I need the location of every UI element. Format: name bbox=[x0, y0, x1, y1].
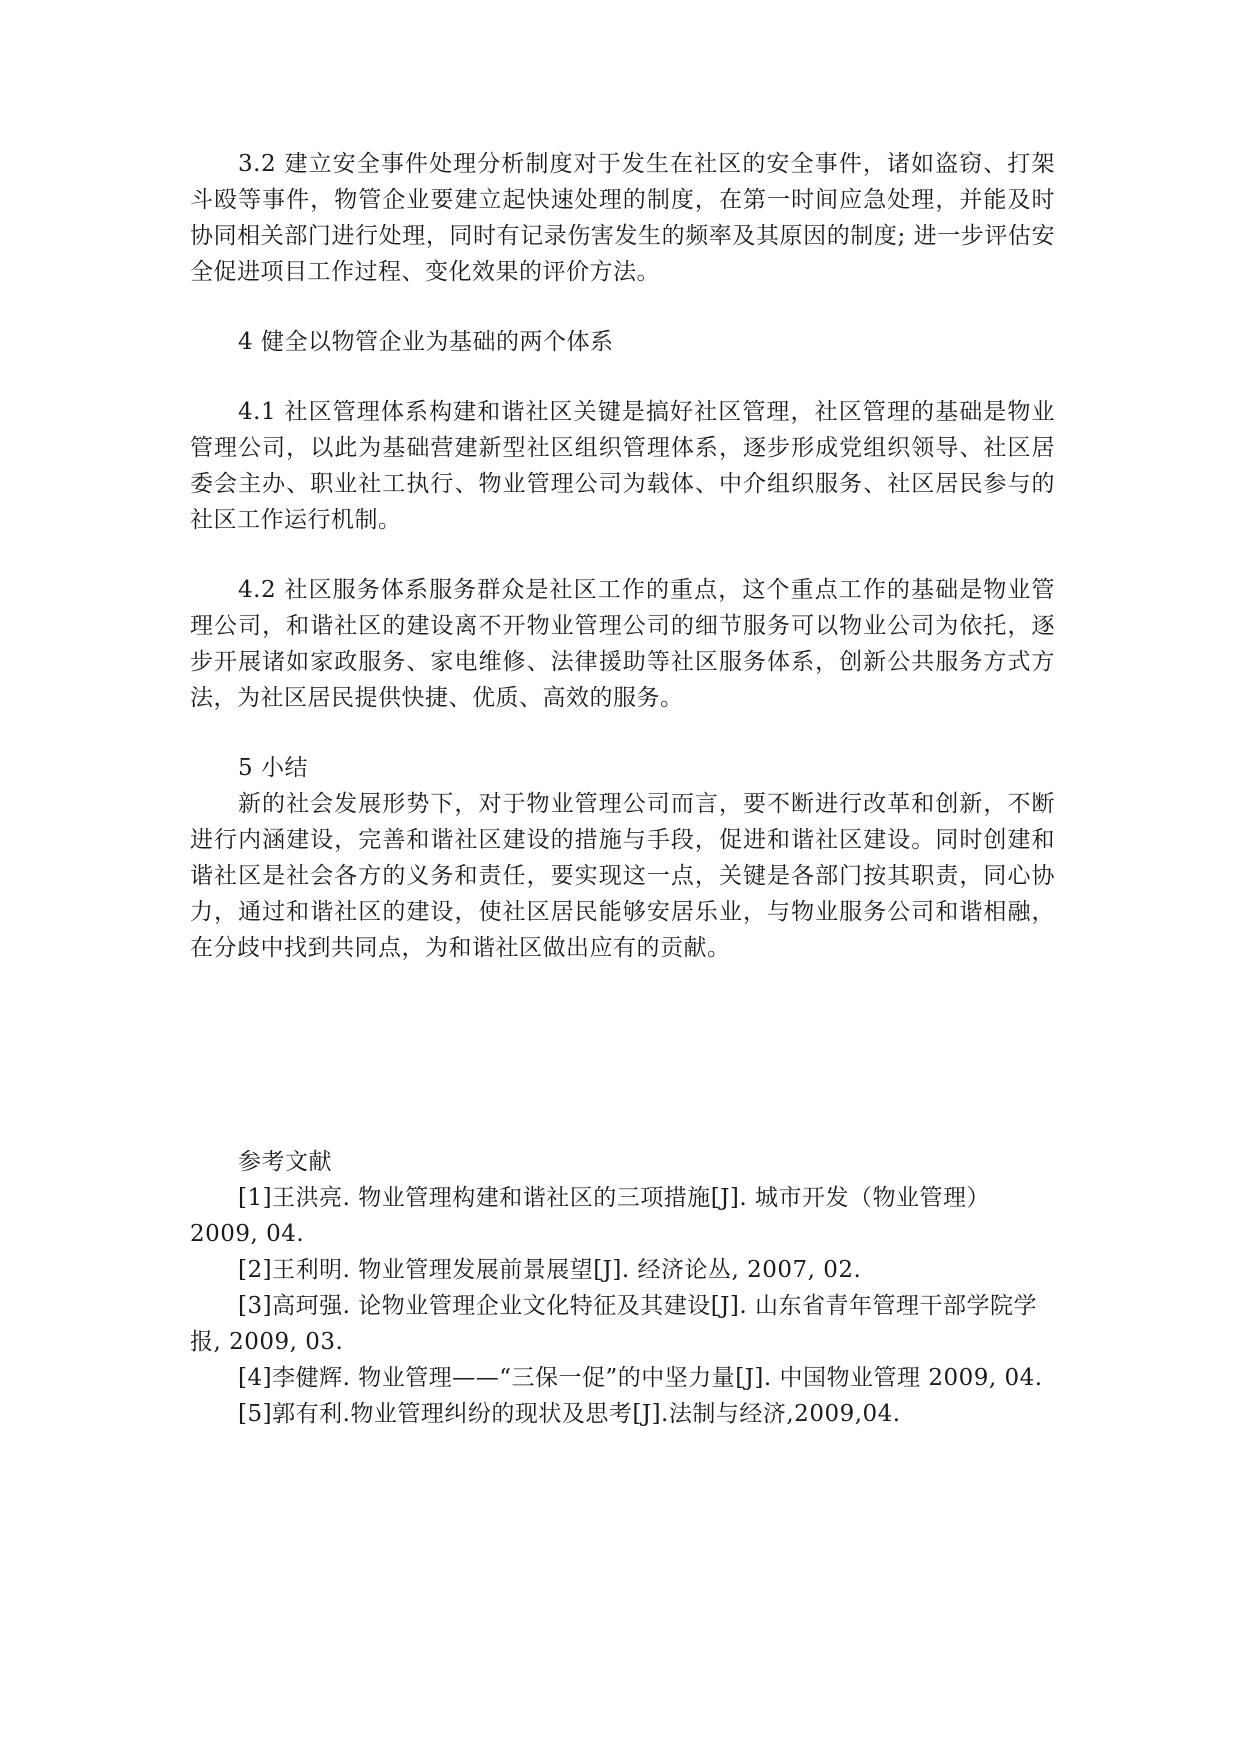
paragraph-4-2: 4.2 社区服务体系服务群众是社区工作的重点，这个重点工作的基础是物业管理公司，和谐社区的建设离不开物业管理公司的细节服务可以物业公司为依托，逐步开展诸如家政服务、家电维修、法律援助等社区服务体系，创新公共服务方式方法，为社区居民提供快捷、优质、高效的服务。 bbox=[190, 577, 1055, 711]
paragraph-4-1: 4.1 社区管理体系构建和谐社区关键是搞好社区管理，社区管理的基础是物业管理公司，以此为基础营建新型社区组织管理体系，逐步形成党组织领导、社区居委会主办、职业社工执行、物业管理公司为载体、中介组织服务、社区居民参与的社区工作运行机制。 bbox=[190, 399, 1055, 533]
reference-item: [5]郭有利.物业管理纠纷的现状及思考[J].法制与经济,2009,04. bbox=[238, 1401, 901, 1427]
paragraph-5-summary: 新的社会发展形势下，对于物业管理公司而言，要不断进行改革和创新，不断进行内涵建设，完善和谐社区建设的措施与手段，促进和谐社区建设。同时创建和谐社区是社会各方的义务和责任，要实现这一点，关键是各部门按其职责，同心协力，通过和谐社区的建设，使社区居民能够安居乐业，与物业服务公司和谐相融，在分歧中找到共同点，为和谐社区做出应有的贡献。 bbox=[190, 791, 1055, 961]
references-heading: 参考文献 bbox=[238, 1149, 332, 1175]
reference-item: [3]高珂强. 论物业管理企业文化特征及其建设[J]. 山东省青年管理干部学院学报, 2009, 03. bbox=[190, 1293, 1037, 1355]
references-section bbox=[190, 1144, 1055, 1432]
reference-item: [2]王利明. 物业管理发展前景展望[J]. 经济论丛, 2007, 02. bbox=[238, 1257, 862, 1283]
heading-section-5: 5 小结 bbox=[238, 755, 308, 781]
reference-item: [1]王洪亮. 物业管理构建和谐社区的三项措施[J]. 城市开发（物业管理）2009, 04. bbox=[190, 1185, 990, 1247]
document-page bbox=[190, 146, 1055, 1432]
heading-section-4: 4 健全以物管企业为基础的两个体系 bbox=[238, 329, 614, 355]
paragraph-3-2: 3.2 建立安全事件处理分析制度对于发生在社区的安全事件，诸如盗窃、打架斗殴等事件，物管企业要建立起快速处理的制度，在第一时间应急处理，并能及时协同相关部门进行处理，同时有记录伤害发生的频率及其原因的制度; 进一步评估安全促进项目工作过程、变化效果的评价方法。 bbox=[190, 151, 1055, 285]
reference-item: [4]李健辉. 物业管理——“三保一促”的中坚力量[J]. 中国物业管理 2009, 04. bbox=[238, 1365, 1043, 1391]
